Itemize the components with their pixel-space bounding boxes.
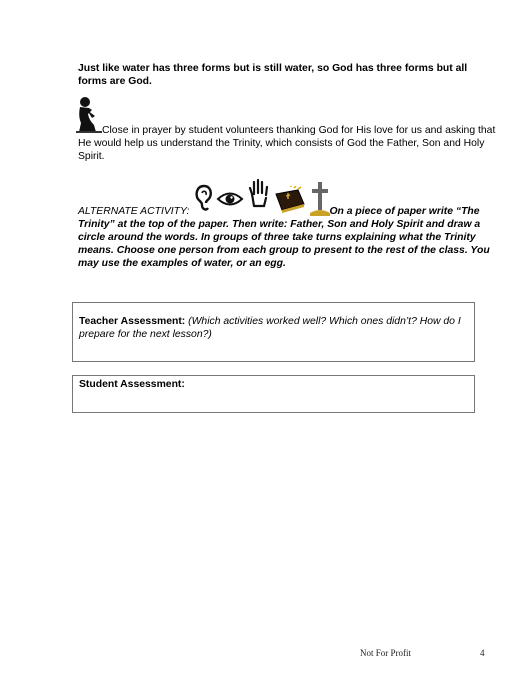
closing-prayer-text (78, 124, 498, 163)
page-number: 4 (480, 648, 485, 658)
teacher-assessment-prompt: (Which activities worked well? Which ones didn’t? How do I prepare for the next lesson?) (79, 316, 461, 340)
teacher-assessment-label: Teacher Assessment: (79, 316, 186, 327)
alternate-activity-text (78, 205, 500, 270)
alternate-activity-label: ALTERNATE ACTIVITY: (78, 206, 190, 217)
closing-prayer-content: Close in prayer by student volunteers thanking God for His love for us and asking that He would help us understand the Trinity, which consists of God the Father, Son and Holy Spirit. (78, 125, 496, 162)
water-analogy-text: Just like water has three forms but is still water, so God has three forms but all forms are God. (78, 63, 468, 87)
student-assessment-label: Student Assessment: (79, 379, 185, 390)
footer-text: Not For Profit (360, 648, 412, 658)
teacher-assessment-box[interactable] (72, 302, 475, 362)
page-footer (360, 648, 490, 658)
alternate-activity-instructions: On a piece of paper write “The Trinity” at the top of the paper. Then write: Father, Son and Holy Spirit and draw a circle around the words. In groups of three take turns explaining what the Trinity means. Choose one person from each group to present to the rest of the class. You may use the examples of water, or an egg. (78, 206, 490, 269)
student-assessment-box[interactable] (72, 375, 475, 413)
hand-icon (248, 178, 270, 208)
